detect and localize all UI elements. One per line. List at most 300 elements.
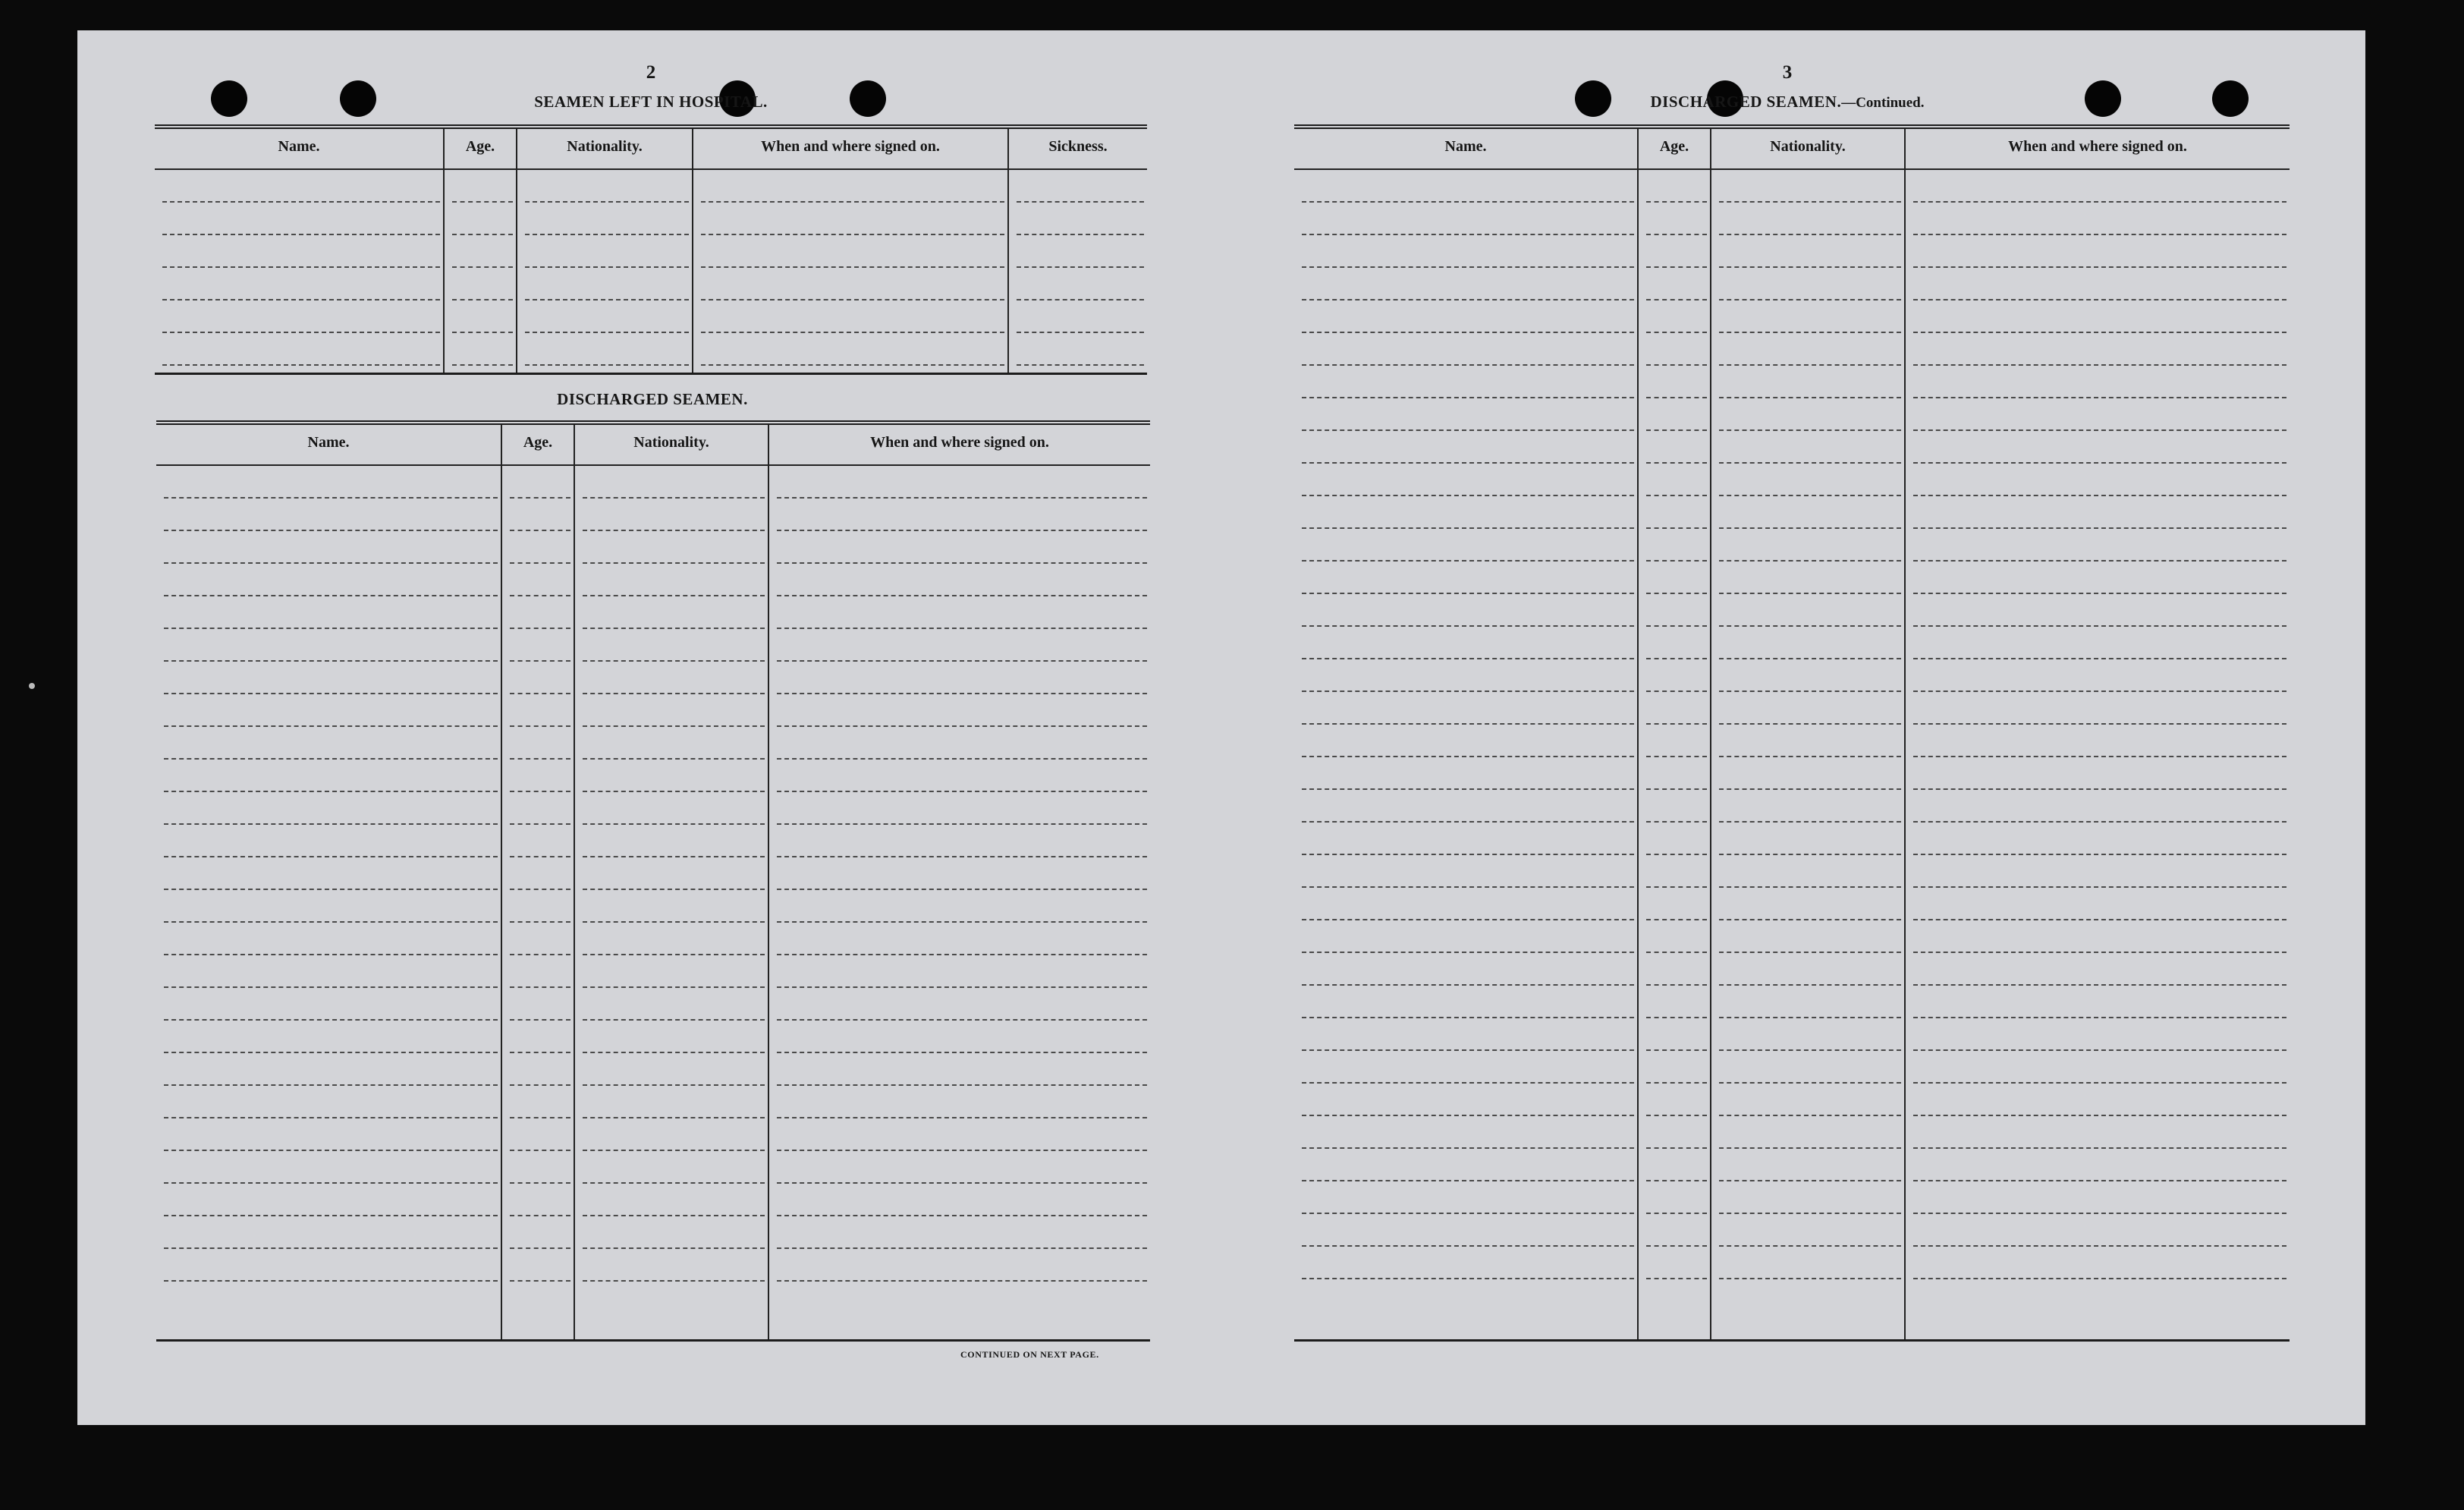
hospital-col-age — [445, 129, 517, 373]
entry-line — [162, 170, 440, 203]
entry-line — [164, 1118, 498, 1151]
entry-line — [525, 203, 689, 235]
entry-lines — [162, 170, 440, 373]
entry-lines — [701, 170, 1004, 373]
discharged-col-name — [156, 425, 502, 1339]
entry-line — [1646, 920, 1707, 953]
entry-line — [777, 662, 1147, 694]
entry-line — [1719, 431, 1901, 464]
section-title-text: DISCHARGED SEAMEN. — [1650, 93, 1842, 111]
punch-hole — [850, 80, 886, 117]
entry-line — [777, 923, 1147, 955]
discharged-col-age — [502, 425, 575, 1339]
entry-line — [1302, 659, 1634, 692]
hospital-section-title: SEAMEN LEFT IN HOSPITAL. — [534, 93, 768, 111]
entry-line — [1913, 986, 2286, 1018]
entry-line — [510, 662, 570, 694]
entry-line — [525, 170, 689, 203]
entry-line — [1646, 300, 1707, 333]
entry-line — [1302, 725, 1634, 757]
entry-line — [510, 1053, 570, 1086]
entry-line — [1913, 627, 2286, 659]
entry-line — [1302, 300, 1634, 333]
entry-line — [1913, 333, 2286, 366]
entry-line — [583, 1151, 765, 1184]
entry-line — [777, 955, 1147, 988]
entry-line — [777, 760, 1147, 792]
entry-line — [1017, 203, 1144, 235]
entry-line — [583, 1184, 765, 1216]
entry-line — [777, 1151, 1147, 1184]
entry-line — [1719, 1214, 1901, 1247]
entry-line — [701, 170, 1004, 203]
entry-lines — [1913, 170, 2286, 1339]
entry-line — [1913, 562, 2286, 594]
entry-line — [777, 1053, 1147, 1086]
entry-line — [510, 694, 570, 727]
entry-line — [1913, 823, 2286, 855]
entry-line — [1913, 790, 2286, 823]
entry-line — [1302, 1149, 1634, 1181]
entry-line — [1302, 496, 1634, 529]
entry-line — [1646, 953, 1707, 986]
entry-line — [777, 792, 1147, 825]
entry-line — [777, 825, 1147, 857]
discharged-continued-title — [1651, 93, 1925, 112]
entry-line — [1302, 1181, 1634, 1214]
entry-line — [583, 760, 765, 792]
entry-line — [1646, 268, 1707, 300]
entry-line — [1302, 757, 1634, 790]
entry-line — [701, 300, 1004, 333]
entry-line — [510, 499, 570, 531]
entry-line — [1646, 366, 1707, 398]
column-header: Name. — [155, 129, 443, 170]
entry-line — [1913, 496, 2286, 529]
page-number: 3 — [1782, 62, 1793, 83]
entry-line — [1719, 888, 1901, 920]
entry-line — [1302, 888, 1634, 920]
entry-line — [1719, 1116, 1901, 1149]
entry-line — [701, 268, 1004, 300]
document-sheet — [77, 30, 2365, 1425]
column-header: When and where signed on. — [769, 425, 1150, 466]
entry-line — [777, 499, 1147, 531]
entry-line — [510, 466, 570, 499]
entry-line — [777, 531, 1147, 564]
entry-line — [1302, 398, 1634, 431]
entry-line — [510, 1184, 570, 1216]
entry-line — [164, 531, 498, 564]
column-header: Nationality. — [1711, 129, 1904, 170]
punch-hole — [2085, 80, 2121, 117]
entry-line — [583, 988, 765, 1021]
column-header: Name. — [1294, 129, 1637, 170]
entry-line — [162, 203, 440, 235]
entry-line — [1302, 1084, 1634, 1116]
entry-line — [1302, 431, 1634, 464]
column-header: Name. — [156, 425, 501, 466]
entry-line — [164, 1021, 498, 1053]
entry-line — [583, 923, 765, 955]
entry-line — [1646, 529, 1707, 562]
entry-line — [510, 825, 570, 857]
entry-line — [583, 1216, 765, 1249]
entry-line — [525, 235, 689, 268]
entry-line — [777, 1184, 1147, 1216]
entry-line — [1646, 823, 1707, 855]
punch-hole — [1575, 80, 1611, 117]
column-header: Nationality. — [575, 425, 768, 466]
entry-line — [1646, 725, 1707, 757]
discharged-table — [156, 420, 1150, 1342]
page-number: 2 — [646, 62, 656, 83]
entry-line — [583, 1118, 765, 1151]
entry-line — [1302, 953, 1634, 986]
entry-line — [1913, 464, 2286, 496]
scan-speck — [29, 683, 35, 689]
entry-line — [452, 333, 513, 366]
entry-line — [1302, 366, 1634, 398]
entry-line — [1017, 333, 1144, 366]
entry-line — [1913, 431, 2286, 464]
entry-line — [1913, 1247, 2286, 1279]
entry-line — [701, 333, 1004, 366]
entry-line — [1719, 692, 1901, 725]
entry-line — [510, 760, 570, 792]
entry-line — [164, 1151, 498, 1184]
entry-line — [452, 300, 513, 333]
entry-line — [777, 1118, 1147, 1151]
entry-lines — [1017, 170, 1144, 373]
entry-line — [1646, 398, 1707, 431]
entry-line — [777, 1249, 1147, 1282]
entry-line — [1646, 1084, 1707, 1116]
entry-line — [1302, 235, 1634, 268]
entry-line — [164, 988, 498, 1021]
entry-line — [583, 825, 765, 857]
entry-line — [583, 1249, 765, 1282]
entry-line — [777, 988, 1147, 1021]
entry-line — [777, 727, 1147, 760]
right-page — [1221, 30, 2365, 1425]
entry-line — [1302, 562, 1634, 594]
hospital-table — [155, 124, 1147, 375]
entry-line — [164, 890, 498, 923]
entry-line — [452, 268, 513, 300]
continued-note: CONTINUED ON NEXT PAGE. — [960, 1349, 1099, 1360]
entry-line — [164, 727, 498, 760]
entry-line — [777, 596, 1147, 629]
entry-line — [1913, 398, 2286, 431]
entry-line — [1302, 268, 1634, 300]
entry-line — [164, 955, 498, 988]
entry-line — [1302, 627, 1634, 659]
entry-line — [583, 629, 765, 662]
entry-lines — [164, 466, 498, 1339]
entry-line — [452, 203, 513, 235]
entry-line — [510, 629, 570, 662]
entry-line — [525, 333, 689, 366]
entry-line — [510, 988, 570, 1021]
entry-line — [1302, 594, 1634, 627]
entry-line — [510, 1118, 570, 1151]
entry-line — [1646, 1116, 1707, 1149]
entry-line — [701, 203, 1004, 235]
discharged-col-nationality — [575, 425, 769, 1339]
entry-line — [164, 825, 498, 857]
entry-line — [164, 1249, 498, 1282]
entry-line — [583, 564, 765, 596]
entry-line — [162, 333, 440, 366]
entry-line — [164, 1216, 498, 1249]
entry-line — [1719, 333, 1901, 366]
column-header: Age. — [1639, 129, 1710, 170]
entry-line — [510, 1151, 570, 1184]
entry-line — [1719, 300, 1901, 333]
entry-line — [777, 694, 1147, 727]
entry-line — [1719, 757, 1901, 790]
entry-line — [1913, 888, 2286, 920]
entry-line — [164, 694, 498, 727]
entry-line — [1302, 1051, 1634, 1084]
entry-line — [1017, 235, 1144, 268]
punch-hole — [211, 80, 247, 117]
entry-line — [164, 1053, 498, 1086]
hospital-col-sickness — [1009, 129, 1147, 373]
entry-line — [1913, 692, 2286, 725]
entry-line — [1913, 300, 2286, 333]
entry-line — [1719, 627, 1901, 659]
entry-line — [1646, 888, 1707, 920]
entry-line — [1302, 1116, 1634, 1149]
entry-line — [1302, 203, 1634, 235]
entry-line — [164, 923, 498, 955]
entry-lines — [777, 466, 1147, 1339]
entry-line — [1302, 823, 1634, 855]
entry-lines — [452, 170, 513, 373]
entry-line — [1719, 366, 1901, 398]
entry-line — [1719, 1051, 1901, 1084]
entry-line — [777, 1086, 1147, 1118]
entry-line — [1913, 268, 2286, 300]
entry-line — [1646, 757, 1707, 790]
entry-line — [1719, 235, 1901, 268]
continued-col-name — [1294, 129, 1639, 1339]
entry-line — [1913, 235, 2286, 268]
entry-line — [1302, 333, 1634, 366]
entry-line — [1646, 986, 1707, 1018]
entry-line — [583, 1021, 765, 1053]
entry-line — [1913, 529, 2286, 562]
entry-line — [1913, 203, 2286, 235]
entry-line — [1302, 170, 1634, 203]
entry-line — [583, 955, 765, 988]
entry-line — [1646, 855, 1707, 888]
entry-line — [1017, 268, 1144, 300]
entry-line — [1302, 920, 1634, 953]
continued-col-signed-on — [1906, 129, 2290, 1339]
entry-line — [510, 923, 570, 955]
entry-line — [1913, 659, 2286, 692]
entry-line — [510, 792, 570, 825]
entry-line — [1719, 268, 1901, 300]
entry-line — [1719, 1149, 1901, 1181]
entry-line — [1646, 659, 1707, 692]
entry-lines — [510, 466, 570, 1339]
entry-line — [583, 531, 765, 564]
entry-line — [1646, 1247, 1707, 1279]
entry-line — [452, 235, 513, 268]
entry-line — [164, 1184, 498, 1216]
entry-line — [1302, 1247, 1634, 1279]
entry-line — [777, 890, 1147, 923]
entry-line — [1646, 1214, 1707, 1247]
entry-line — [164, 1086, 498, 1118]
entry-line — [701, 235, 1004, 268]
entry-line — [583, 662, 765, 694]
column-header: When and where signed on. — [693, 129, 1007, 170]
entry-line — [510, 531, 570, 564]
entry-line — [1302, 790, 1634, 823]
column-header: Nationality. — [517, 129, 692, 170]
continued-col-nationality — [1711, 129, 1906, 1339]
entry-line — [1719, 1018, 1901, 1051]
entry-line — [1646, 464, 1707, 496]
entry-line — [583, 596, 765, 629]
entry-line — [1719, 1181, 1901, 1214]
entry-line — [510, 857, 570, 890]
entry-line — [777, 857, 1147, 890]
entry-line — [1302, 464, 1634, 496]
discharged-continued-table — [1294, 124, 2290, 1342]
entry-line — [583, 466, 765, 499]
continued-suffix: —Continued. — [1841, 95, 1925, 111]
column-header: Age. — [502, 425, 574, 466]
entry-line — [510, 1216, 570, 1249]
entry-line — [1719, 823, 1901, 855]
entry-line — [164, 629, 498, 662]
entry-line — [164, 857, 498, 890]
entry-line — [1302, 1018, 1634, 1051]
entry-line — [1646, 1051, 1707, 1084]
entry-line — [164, 792, 498, 825]
entry-line — [510, 727, 570, 760]
hospital-col-signed-on — [693, 129, 1009, 373]
entry-line — [162, 268, 440, 300]
entry-line — [1719, 170, 1901, 203]
entry-line — [1646, 203, 1707, 235]
hospital-col-name — [155, 129, 445, 373]
entry-lines — [1646, 170, 1707, 1339]
left-page — [77, 30, 1221, 1425]
entry-line — [1913, 725, 2286, 757]
entry-line — [1913, 920, 2286, 953]
entry-line — [525, 268, 689, 300]
punch-hole — [2212, 80, 2249, 117]
entry-line — [1646, 235, 1707, 268]
column-header: When and where signed on. — [1906, 129, 2290, 170]
entry-line — [583, 857, 765, 890]
entry-line — [525, 300, 689, 333]
entry-lines — [583, 466, 765, 1339]
entry-line — [1646, 1181, 1707, 1214]
entry-line — [583, 499, 765, 531]
column-header: Age. — [445, 129, 516, 170]
entry-line — [777, 1021, 1147, 1053]
entry-line — [1913, 366, 2286, 398]
entry-line — [164, 499, 498, 531]
entry-line — [777, 629, 1147, 662]
entry-line — [1913, 1149, 2286, 1181]
entry-line — [583, 792, 765, 825]
entry-line — [1719, 203, 1901, 235]
entry-line — [1719, 986, 1901, 1018]
entry-line — [510, 890, 570, 923]
entry-line — [164, 760, 498, 792]
entry-line — [1719, 855, 1901, 888]
entry-line — [1719, 920, 1901, 953]
entry-line — [1017, 170, 1144, 203]
entry-line — [1646, 431, 1707, 464]
entry-line — [1646, 594, 1707, 627]
hospital-col-nationality — [517, 129, 693, 373]
entry-line — [1719, 398, 1901, 431]
entry-line — [1646, 1018, 1707, 1051]
column-header: Sickness. — [1009, 129, 1147, 170]
continued-col-age — [1639, 129, 1711, 1339]
entry-line — [1646, 333, 1707, 366]
entry-line — [1646, 170, 1707, 203]
entry-line — [164, 564, 498, 596]
entry-line — [1913, 1084, 2286, 1116]
entry-line — [164, 596, 498, 629]
entry-line — [1719, 725, 1901, 757]
entry-line — [1913, 594, 2286, 627]
entry-line — [1302, 529, 1634, 562]
entry-line — [1719, 464, 1901, 496]
entry-line — [164, 662, 498, 694]
entry-line — [452, 170, 513, 203]
entry-line — [1913, 1181, 2286, 1214]
entry-line — [1719, 496, 1901, 529]
entry-line — [1646, 562, 1707, 594]
entry-line — [777, 466, 1147, 499]
entry-line — [1719, 529, 1901, 562]
entry-line — [1913, 953, 2286, 986]
entry-lines — [1719, 170, 1901, 1339]
entry-line — [1646, 496, 1707, 529]
entry-line — [510, 955, 570, 988]
entry-line — [1302, 692, 1634, 725]
entry-line — [1719, 659, 1901, 692]
entry-line — [583, 890, 765, 923]
entry-lines — [1302, 170, 1634, 1339]
entry-line — [510, 1086, 570, 1118]
punch-hole — [340, 80, 376, 117]
entry-line — [1913, 1214, 2286, 1247]
entry-line — [777, 1216, 1147, 1249]
entry-line — [1913, 1018, 2286, 1051]
discharged-col-signed-on — [769, 425, 1150, 1339]
entry-line — [1646, 1149, 1707, 1181]
entry-line — [1719, 1247, 1901, 1279]
entry-line — [1913, 1051, 2286, 1084]
entry-line — [162, 235, 440, 268]
entry-line — [1719, 953, 1901, 986]
entry-line — [1302, 855, 1634, 888]
entry-line — [1302, 986, 1634, 1018]
